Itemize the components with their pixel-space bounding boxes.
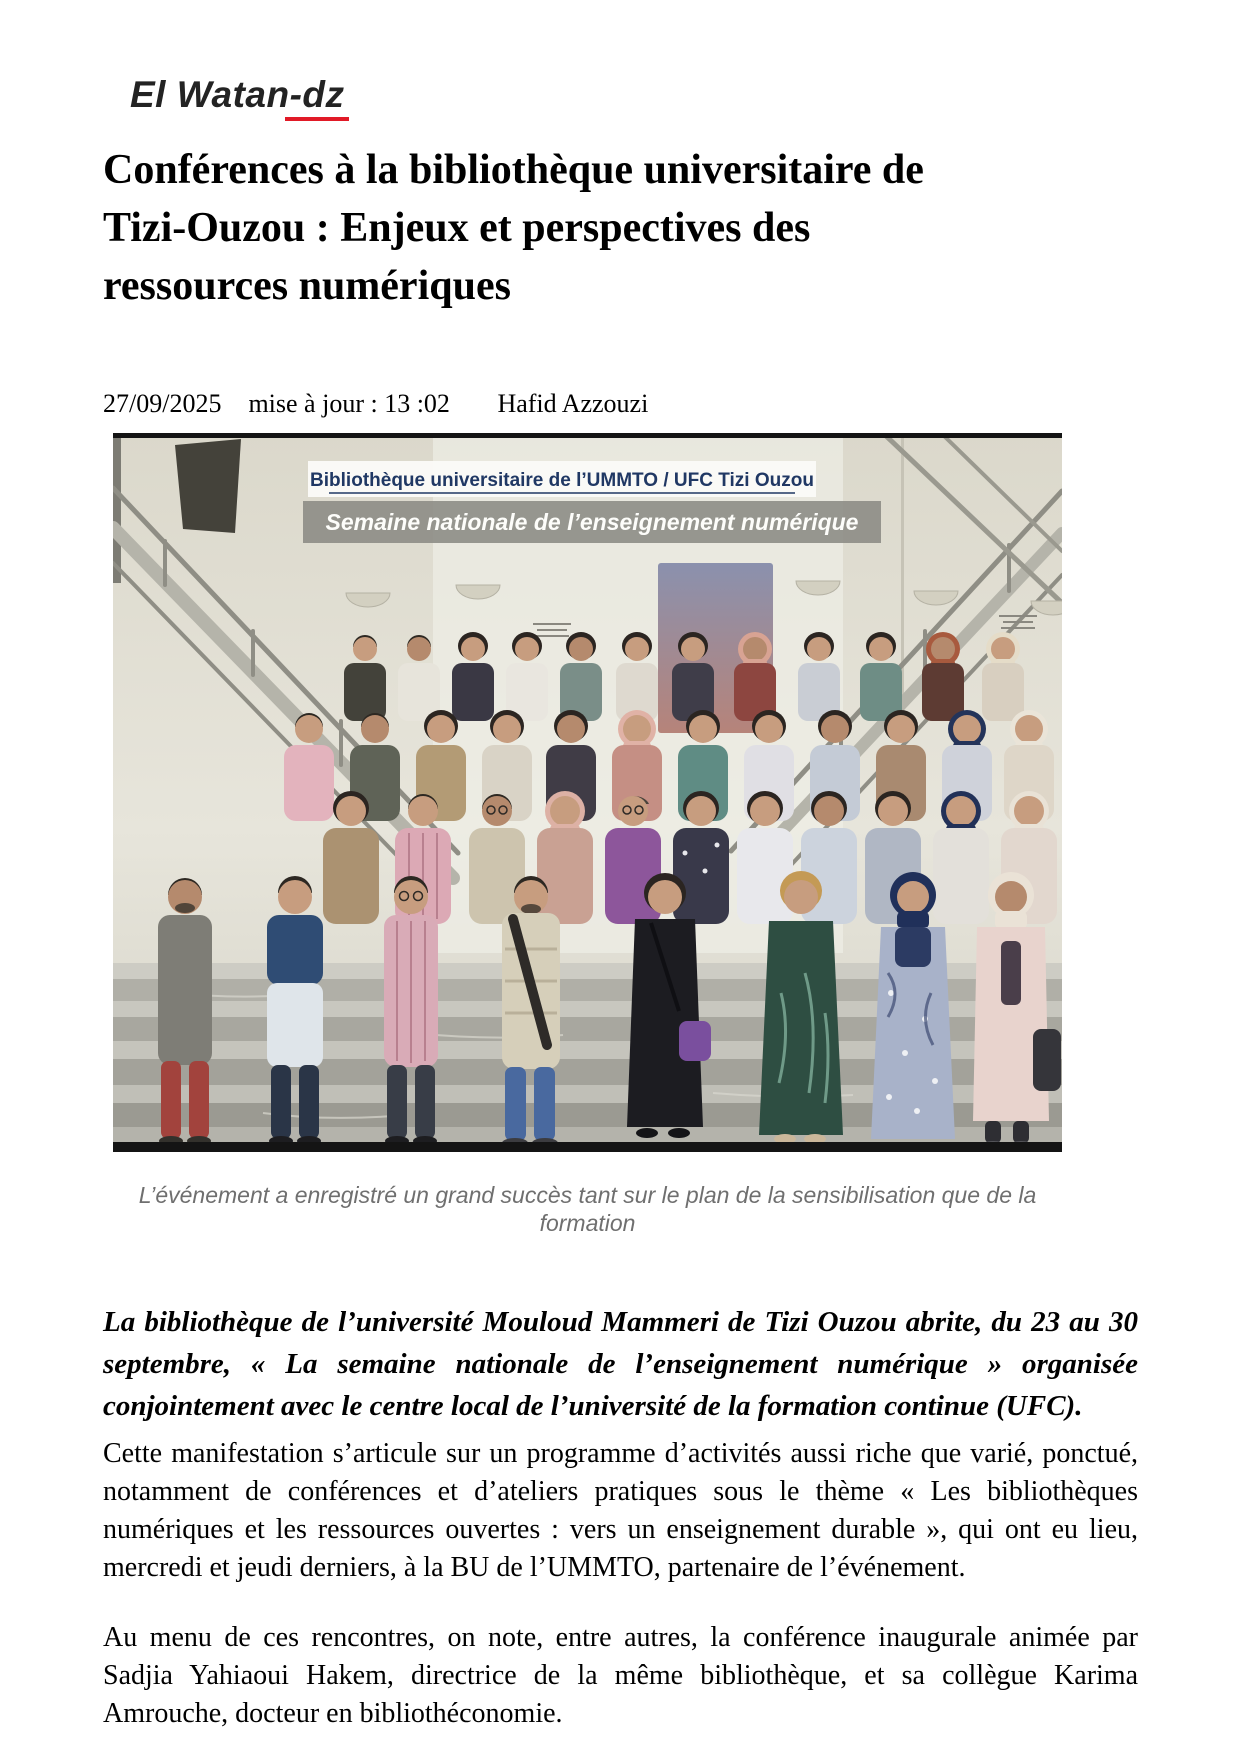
logo-red-underline: [285, 117, 349, 121]
banner-title-text: Bibliothèque universitaire de l’UMMTO / UFC Tizi Ouzou: [310, 470, 814, 491]
headline-line: Tizi-Ouzou : Enjeux et perspectives des: [103, 205, 811, 251]
meta-updated: mise à jour : 13 :02: [248, 389, 450, 418]
article-photo: [113, 433, 1062, 1157]
meta-date: 27/09/2025: [103, 389, 222, 418]
article-photo-illustration: [113, 433, 1062, 1152]
site-logo-text: El Watan-dz: [130, 74, 345, 115]
body-paragraph: Au menu de ces rencontres, on note, entre autres, la conférence inaugurale animée par Sadjia Yahiaoui Hakem, directrice de la même bibliothèque, et sa collègue Karima Amrouche, docteur en bibliothéconomie.: [103, 1622, 1138, 1729]
headline-line: Conférences à la bibliothèque universitaire de: [103, 147, 924, 193]
body-paragraph: Cette manifestation s’articule sur un programme d’activités aussi riche que varié, ponctué, notamment de conférences et d’ateliers pratiques sous le thème « Les bibliothèques numériques et les ressources ouvertes : vers un enseignement durable », qui ont eu lieu, mercredi et jeudi derniers, à la BU de l’UMMTO, partenaire de l’événement.: [103, 1438, 1138, 1583]
banner-subtitle-text: Semaine nationale de l’enseignement numérique: [325, 509, 859, 535]
photo-caption: L’événement a enregistré un grand succès tant sur le plan de la sensibilisation que de la formation: [138, 1182, 1037, 1236]
photo-banner: [303, 461, 881, 543]
meta-author: Hafid Azzouzi: [497, 389, 649, 418]
headline-line: ressources numériques: [103, 263, 511, 309]
site-logo[interactable]: [130, 76, 345, 113]
article-headline: [103, 141, 1138, 315]
lead-paragraph: La bibliothèque de l’université Mouloud Mammeri de Tizi Ouzou abrite, du 23 au 30 septembre, « La semaine nationale de l’enseignement numérique » organisée conjointement avec le centre local de l’université de la formation continue (UFC).: [103, 1306, 1138, 1422]
person-on-upper-stairs: [175, 439, 241, 533]
crowd-third-row: [323, 791, 1057, 924]
article-meta: [103, 387, 1138, 421]
